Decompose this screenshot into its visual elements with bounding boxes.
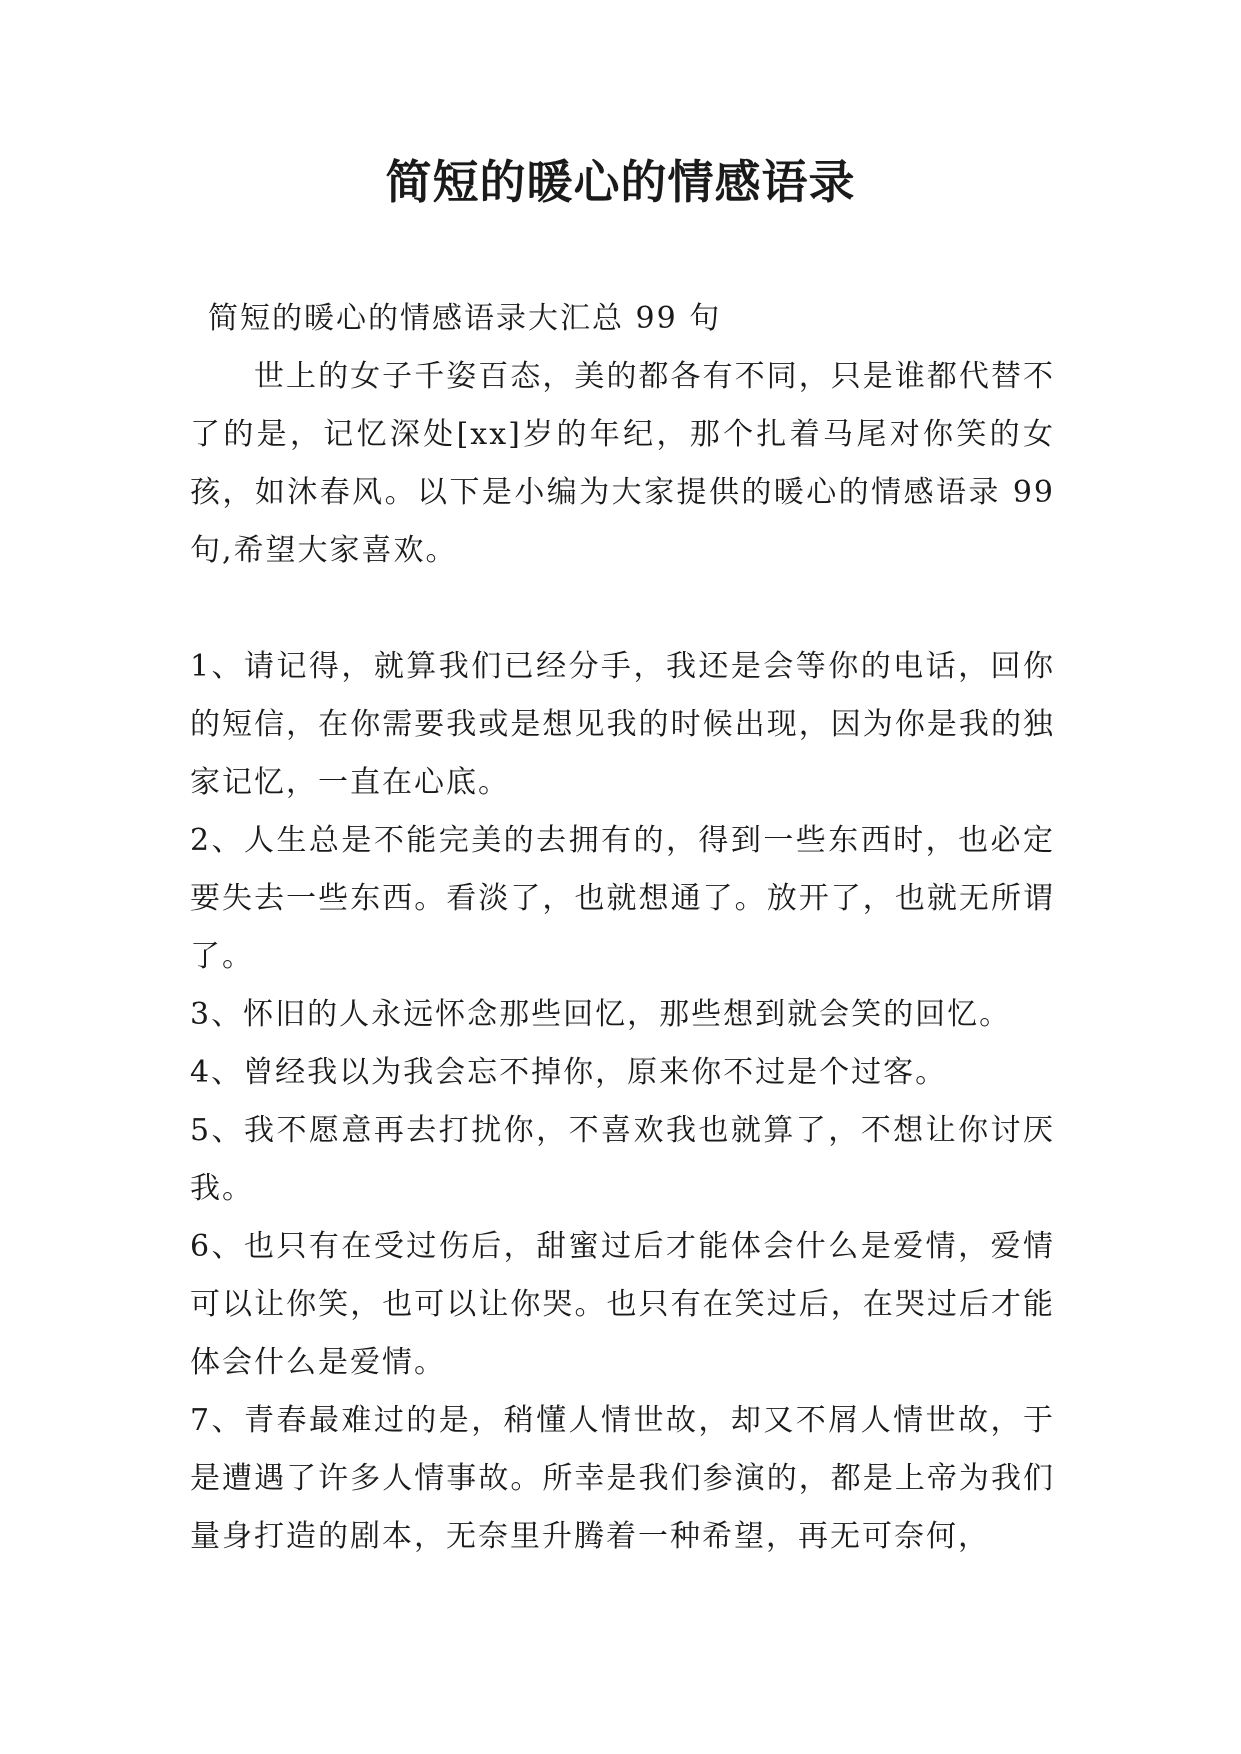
intro-paragraph: 世上的女子千姿百态，美的都各有不同，只是谁都代替不了的是，记忆深处[xx]岁的年纪，那个扎着马尾对你笑的女孩，如沐春风。以下是小编为大家提供的暖心的情感语录 99 句,希望大家喜欢。 [190,359,1055,568]
quote-item-4: 4、曾经我以为我会忘不掉你，原来你不过是个过客。 [190,1055,948,1090]
document-body [190,290,1055,1566]
quote-item-6: 6、也只有在受过伤后，甜蜜过后才能体会什么是爱情，爱情可以让你笑，也可以让你哭。也只有在笑过后，在哭过后才能体会什么是爱情。 [190,1229,1055,1380]
quote-item-2: 2、人生总是不能完美的去拥有的，得到一些东西时，也必定要失去一些东西。看淡了，也就想通了。放开了，也就无所谓了。 [190,823,1055,974]
quote-item-5: 5、我不愿意再去打扰你，不喜欢我也就算了，不想让你讨厌我。 [190,1113,1055,1206]
quote-item-3: 3、怀旧的人永远怀念那些回忆，那些想到就会笑的回忆。 [190,997,1012,1032]
quote-item-1: 1、请记得，就算我们已经分手，我还是会等你的电话，回你的短信，在你需要我或是想见我的时候出现，因为你是我的独家记忆，一直在心底。 [190,649,1055,800]
document-subtitle: 简短的暖心的情感语录大汇总 99 句 [208,301,722,336]
quote-item-7: 7、青春最难过的是，稍懂人情世故，却又不屑人情世故，于是遭遇了许多人情事故。所幸是我们参演的，都是上帝为我们量身打造的剧本，无奈里升腾着一种希望，再无可奈何， [190,1403,1055,1554]
document-title: 简短的暖心的情感语录 [385,155,856,209]
paragraph-spacer [190,580,1055,638]
